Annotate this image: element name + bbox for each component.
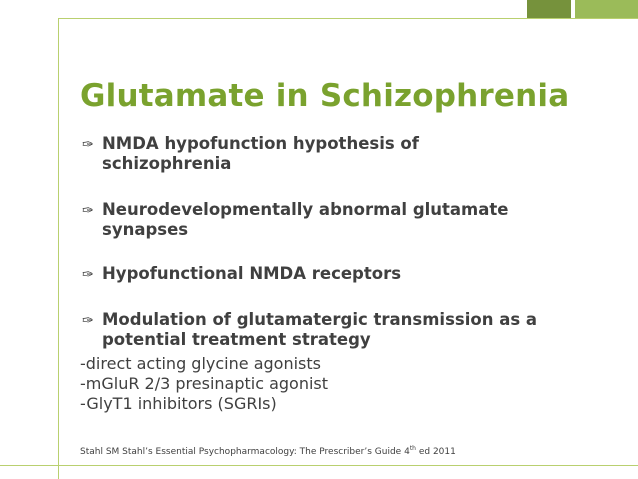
bullet-line: potential treatment strategy [102,330,371,349]
citation-footer [80,445,456,457]
sub-item-list [80,354,328,414]
sub-item: -GlyT1 inhibitors (SGRIs) [80,394,277,413]
sub-item: -direct acting glycine agonists [80,354,321,373]
bullet-line: Neurodevelopmentally abnormal glutamate [102,200,509,219]
bullet-item [82,200,508,240]
bullet-icon: ✑ [82,137,94,153]
bullet-line: Hypofunctional NMDA receptors [102,264,402,283]
sub-item: -mGluR 2/3 presinaptic agonist [80,374,329,393]
citation-superscript: th [409,445,416,452]
bullet-line: schizophrenia [102,154,232,173]
citation-text: Stahl SM Stahl’s Essential Psychopharmacology: The Prescriber’s Guide 4 [80,447,410,457]
bullet-icon: ✑ [82,203,94,219]
citation-tail: ed 2011 [415,447,456,457]
bullet-line: NMDA hypofunction hypothesis of [102,134,419,153]
frame-left-rule [58,466,59,479]
bullet-item [82,134,419,174]
bullet-item [82,264,401,284]
frame-bottom-rule [0,465,638,466]
bullet-item [82,310,537,350]
bullet-icon: ✑ [82,313,94,329]
bullet-icon: ✑ [82,267,94,283]
bullet-line: synapses [102,220,189,239]
slide-title: Glutamate in Schizophrenia [80,78,570,114]
bullet-line: Modulation of glutamatergic transmission as a [102,310,538,329]
